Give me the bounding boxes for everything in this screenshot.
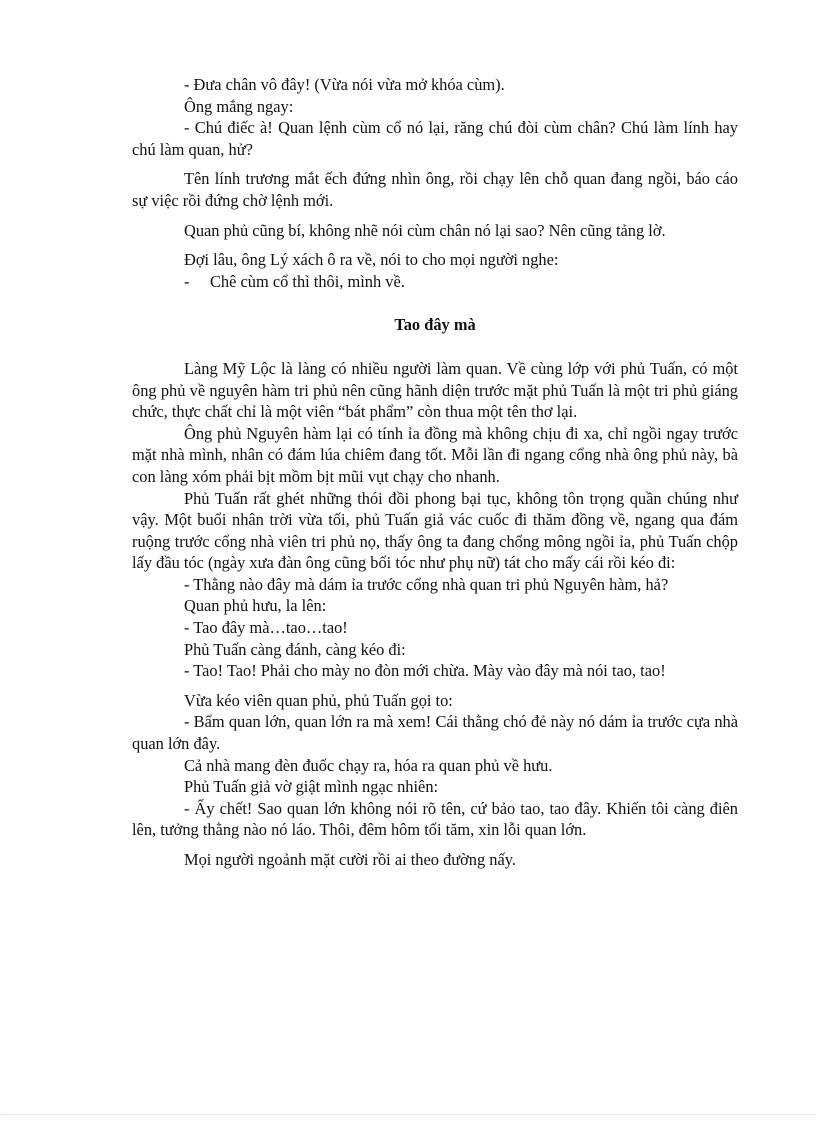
document-page	[132, 74, 738, 871]
paragraph: - Tao! Tao! Phải cho mày no đòn mới chừa. Mày vào đây mà nói tao, tao!	[184, 661, 666, 681]
paragraph: Mọi người ngoảnh mặt cười rồi ai theo đường nấy.	[184, 850, 516, 869]
paragraph: - Đưa chân vô đây! (Vừa nói vừa mở khóa cùm).	[184, 75, 505, 94]
paragraph: - Ấy chết! Sao quan lớn không nói rõ tên, cứ bảo tao, tao đây. Khiến tôi càng điên lên, tưởng thằng nào nó láo. Thôi, đêm hôm tối tăm, xin lỗi quan lớn.	[132, 798, 738, 840]
paragraph: - Bẩm quan lớn, quan lớn ra mà xem! Cái thằng chó đẻ này nó dám ỉa trước cựa nhà quan lớn đây.	[132, 712, 738, 754]
paragraph: Ông mắng ngay:	[184, 96, 294, 116]
paragraph: - Chú điếc à! Quan lệnh cùm cổ nó lại, răng chú đòi cùm chân? Chú làm lính hay chú làm quan, hử?	[132, 118, 738, 159]
page-edge-divider	[0, 1114, 816, 1115]
paragraph: Phủ Tuấn càng đánh, càng kéo đi:	[184, 639, 406, 659]
paragraph: Cả nhà mang đèn đuốc chạy ra, hóa ra quan phủ về hưu.	[184, 755, 553, 775]
paragraph: Làng Mỹ Lộc là làng có nhiều người làm quan. Về cùng lớp với phủ Tuấn, có một ông phủ về nguyên hàm tri phủ nên cũng hãnh diện trước mặt phủ Tuấn là một tri phủ giáng chức, thực chất chỉ là một viên “bát phẩm” còn thua một tên thơ lại.	[132, 358, 738, 422]
paragraph: Quan phủ hưu, la lên:	[184, 596, 327, 616]
paragraph: Phủ Tuấn rất ghét những thói đồi phong bại tục, không tôn trọng quần chúng như vậy. Một buổi nhân trời vừa tối, phủ Tuấn giả vác cuốc đi thăm đồng về, ngang qua đám ruộng trước cổng nhà viên tri phủ nọ, thấy ông ta đang chổng mông ngồi ỉa, phủ Tuấn chộp lấy đầu tóc (ngày xưa đàn ông cũng bối tóc như phụ nữ) tát cho mấy cái rồi kéo đi:	[132, 488, 738, 573]
paragraph: - Tao đây mà…tao…tao!	[184, 618, 348, 638]
paragraph: Quan phủ cũng bí, không nhẽ nói cùm chân nó lại sao? Nên cũng tảng lờ.	[184, 220, 666, 240]
paragraph: Tên lính trương mắt ếch đứng nhìn ông, rồi chạy lên chỗ quan đang ngồi, báo cáo sự việc rồi đứng chờ lệnh mới.	[132, 169, 738, 210]
section-title: Tao đây mà	[394, 315, 476, 335]
paragraph: Đợi lâu, ông Lý xách ô ra về, nói to cho mọi người nghe:	[184, 250, 559, 270]
dash-marker: -	[184, 271, 190, 291]
dash-item-text: Chê cùm cổ thì thôi, mình về.	[210, 271, 405, 291]
dash-list-item	[132, 271, 738, 293]
paragraph: - Thằng nào đây mà dám ỉa trước cổng nhà quan tri phủ Nguyên hàm, hả?	[184, 574, 669, 594]
paragraph: Ông phủ Nguyên hàm lại có tính ỉa đồng mà không chịu đi xa, chỉ ngồi ngay trước mặt nhà mình, nhân có đám lúa chiêm đang tốt. Mỗi lần đi ngang cổng nhà ông phủ này, bà con làng xóm phải bịt mồm bịt mũi vụt chạy cho nhanh.	[132, 423, 738, 486]
paragraph: Phủ Tuấn giả vờ giật mình ngạc nhiên:	[184, 777, 439, 797]
paragraph: Vừa kéo viên quan phủ, phủ Tuấn gọi to:	[184, 690, 453, 710]
